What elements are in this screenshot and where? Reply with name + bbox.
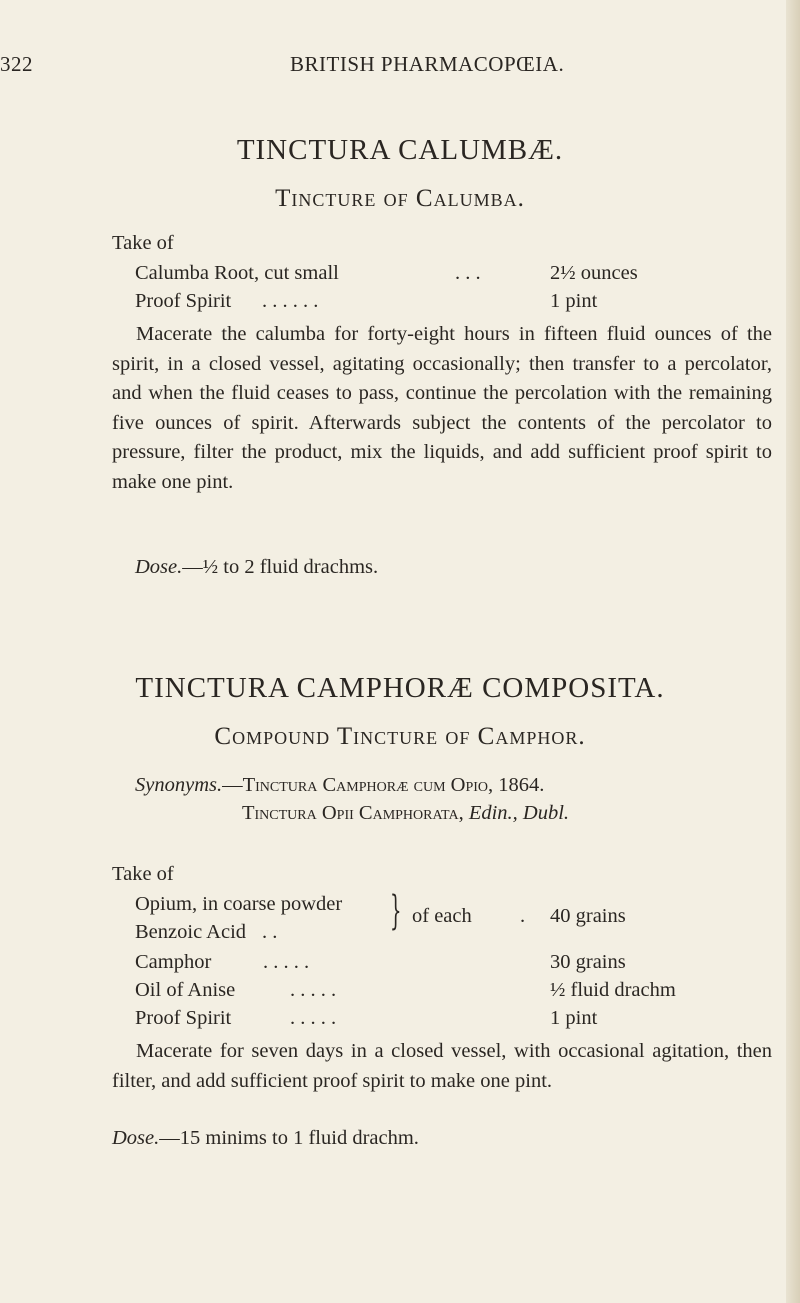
group-leader: .: [520, 905, 526, 927]
ingredient-name: Benzoic Acid: [135, 921, 247, 943]
ingredient-name: Proof Spirit: [135, 1007, 232, 1029]
ingredient-name: Camphor: [135, 951, 212, 973]
ingredient-leader: . . . . .: [290, 1007, 337, 1029]
section-1-dose: [135, 556, 378, 579]
ingredient-leader: . . . . .: [263, 951, 310, 973]
ingredient-name: Opium, in coarse powder: [135, 893, 343, 915]
ingredient-leader: . . . . .: [290, 979, 337, 1001]
ingredient-amount: 2½ ounces: [550, 262, 638, 284]
section-2-subtitle: Compound Tincture of Camphor.: [214, 723, 586, 750]
ingredient-name: Calumba Root, cut small: [135, 262, 339, 284]
section-1-directions: Macerate the calumba for forty-eight hours in fifteen fluid ounces of the spirit, in a closed vessel, agitating occasionally; then transfer to a percolator, and when the fluid ceases to pass, continue the percolation with the remaining five ounces of spirit. Afterwards subject the contents of the percolator to pressure, filter the product, mix the liquids, and add sufficient proof spirit to make one pint.: [112, 323, 772, 493]
ingredient-leader: . . . . . .: [262, 290, 319, 312]
synonym-text: —Tinctura Camphoræ cum Opio, 1864.: [222, 774, 545, 796]
section-1-take-of: Take of: [112, 232, 174, 254]
synonym-text: Tinctura Opii Camphorata,: [242, 802, 464, 824]
section-2-take-of: Take of: [112, 863, 174, 885]
grouping-brace: }: [390, 888, 402, 934]
ingredient-leader: . . .: [455, 262, 481, 284]
dose-label: Dose.: [112, 1127, 160, 1149]
section-2-dose: [112, 1127, 419, 1150]
dose-text: —15 minims to 1 fluid drachm.: [159, 1127, 419, 1149]
synonyms-label: Synonyms.: [135, 774, 223, 796]
ingredient-name: Oil of Anise: [135, 979, 236, 1001]
ingredient-leader: . .: [262, 921, 278, 943]
ingredient-amount: 30 grains: [550, 951, 626, 973]
ingredient-amount: ½ fluid drachm: [550, 979, 676, 1001]
section-2-directions: Macerate for seven days in a closed vessel, with occasional agitation, then filter, and add sufficient proof spirit to make one pint.: [112, 1040, 772, 1092]
dose-label: Dose.: [135, 556, 183, 578]
section-2-title: TINCTURA CAMPHORÆ COMPOSITA.: [135, 672, 665, 704]
running-title: BRITISH PHARMACOPŒIA.: [290, 52, 565, 76]
dose-text: —½ to 2 fluid drachms.: [182, 556, 379, 578]
ingredient-amount: 1 pint: [550, 290, 598, 312]
synonym-line-1: [135, 774, 544, 797]
ingredient-amount: 1 pint: [550, 1007, 598, 1029]
ingredient-name: Proof Spirit: [135, 290, 232, 312]
synonym-line-2: [242, 802, 569, 825]
section-1-subtitle: Tincture of Calumba.: [275, 185, 525, 212]
synonym-reference: Edin., Dubl.: [468, 802, 570, 824]
section-1-title: TINCTURA CALUMBÆ.: [236, 134, 564, 166]
page-number: 322: [0, 52, 33, 76]
group-label: of each: [412, 905, 472, 927]
group-amount: 40 grains: [550, 905, 626, 927]
